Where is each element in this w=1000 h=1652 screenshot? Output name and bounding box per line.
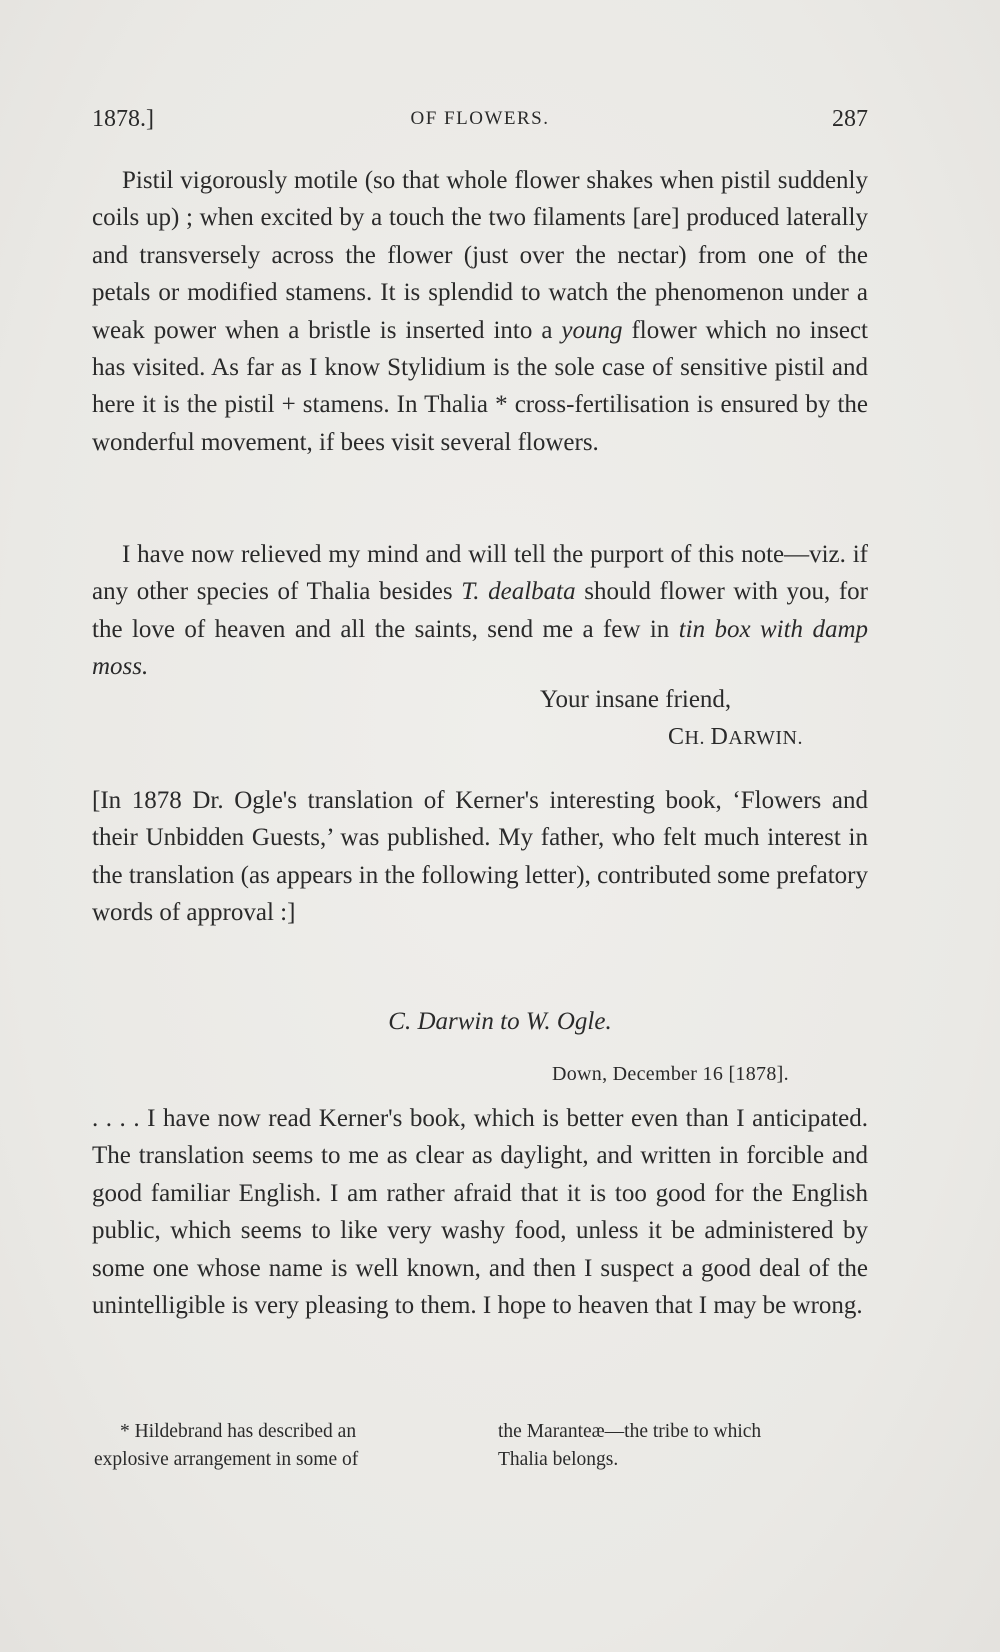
paragraph-pistil (92, 162, 868, 461)
italic-text: T. dealbata (461, 578, 576, 606)
footnote-line: the Maranteæ—the tribe to which (498, 1421, 762, 1442)
footnote-line: * Hildebrand has described an (120, 1421, 357, 1442)
paragraph-text: flower which no insect has visited. As far as I know Stylidium is the sole case of sensitive pistil and here it is the pistil + stamens. In Thalia * cross-fertilisation is ensured by the wonderful movement, if bees visit several flowers. (92, 316, 868, 456)
italic-text: tin box with damp moss. (92, 615, 869, 681)
paragraph-editorial: [In 1878 Dr. Ogle's translation of Kerner's interesting book, ‘Flowers and their Unbidden Guests,’ was published. My father, who felt much interest in the translation (as appears in the following letter), contributed some prefatory words of approval :] (92, 787, 868, 927)
paragraph-text: Pistil vigorously motile (so that whole flower shakes when pistil suddenly coils up) ; when excited by a touch the two filaments [are] produced laterally and transversely across the flower (just over the nectar) from one of the petals or modified stamens. It is splendid to watch the phenomenon under a weak power when a bristle is inserted into a (92, 167, 868, 344)
page-number: 287 (832, 106, 868, 132)
paragraph-text: I have now relieved my mind and will tell the purport of this note—viz. if any other species of Thalia besides (92, 541, 868, 606)
closing-line: Your insane friend, (540, 686, 732, 713)
signature-part: C (668, 724, 685, 750)
footnote-right-column (498, 1418, 868, 1474)
letter-dateline: Down, December 16 [1878]. (552, 1063, 789, 1085)
italic-text: young (561, 316, 623, 344)
paragraph-letter: . . . . I have now read Kerner's book, which is better even than I anticipated. The translation seems to me as clear as daylight, and written in forcible and good familiar English. I am rather afraid that it is too good for the English public, which seems to like very washy food, unless it be administered by some one whose name is well known, and then I suspect a good deal of the unintelligible is very pleasing to them. I hope to heaven that I may be wrong. (92, 1105, 868, 1320)
footnote-left-column (94, 1418, 464, 1474)
signature-part: H. (684, 727, 711, 749)
signature (668, 724, 803, 751)
footnote-line: Thalia belongs. (498, 1449, 619, 1470)
paragraph-text: should flower with you, for the love of heaven and all the saints, send me a few in (92, 578, 868, 643)
running-header (92, 106, 868, 140)
header-title: OF FLOWERS. (410, 108, 550, 129)
letter-heading: C. Darwin to W. Ogle. (388, 1008, 612, 1035)
signature-part: D (710, 724, 729, 750)
footnote-line: explosive arrangement in some of (94, 1449, 359, 1470)
paragraph-request (92, 536, 868, 686)
header-year: 1878.] (92, 106, 154, 132)
signature-part: ARWIN. (728, 727, 803, 749)
